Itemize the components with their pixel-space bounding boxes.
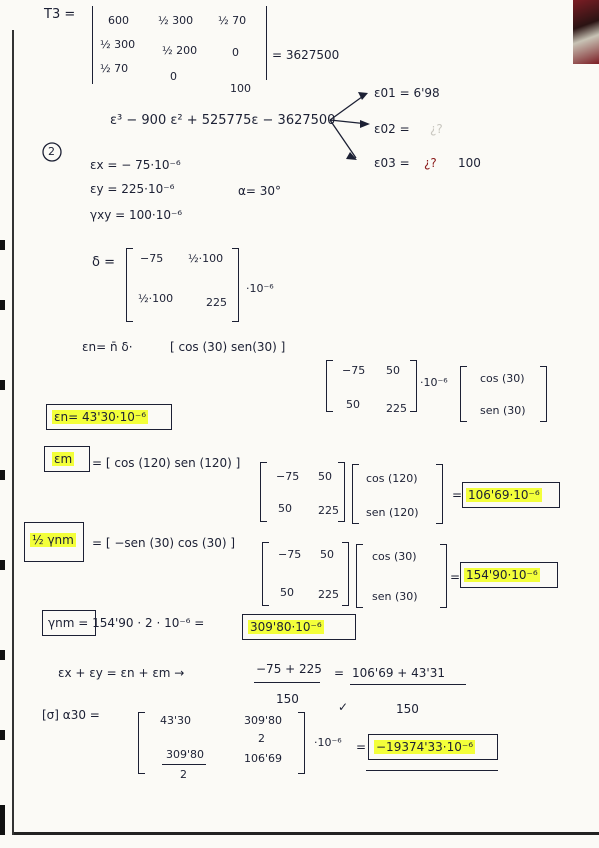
tensor-d11: −75 [140, 252, 164, 265]
t3-m21: ½ 300 [100, 38, 136, 51]
check-denominator: 150 [276, 692, 299, 706]
em-mat-bracket-right [338, 462, 345, 522]
eigen-3-question: ¿? [424, 156, 437, 170]
gnm-equals: = [450, 570, 461, 584]
final-f22: 106'69 [244, 752, 283, 765]
t3-determinant: = 3627500 [272, 48, 340, 62]
gnm-mat-d: 225 [318, 588, 339, 601]
col-sen: sen (30) [480, 404, 526, 417]
gnm-col-cos: cos (30) [372, 550, 417, 563]
em-row-vector: = [ cos (120) sen (120) ] [92, 456, 241, 470]
eigen-1: ε01 = 6'98 [374, 86, 440, 100]
mat-d: 225 [386, 402, 407, 415]
final-f21: 309'80 [166, 748, 205, 761]
gnm-col-bracket-right [440, 544, 447, 608]
mat-a: −75 [342, 364, 366, 377]
gnm-result: 154'90·10⁻⁶ [466, 568, 538, 582]
col-cos: cos (30) [480, 372, 525, 385]
invariant-check: εx + εy = εn + εm → [58, 666, 185, 680]
tensor-bracket-left [126, 248, 133, 322]
final-underline [366, 770, 498, 771]
em-mat-b: 50 [318, 470, 332, 483]
gnm-mat-a: −75 [278, 548, 302, 561]
check-mark: ✓ [338, 700, 349, 714]
gnm-col-sen: sen (30) [372, 590, 418, 603]
check-right-denominator: 150 [396, 702, 419, 716]
t3-m12: ½ 300 [158, 14, 194, 27]
em-mat-a: −75 [276, 470, 300, 483]
mat-b: 50 [386, 364, 400, 377]
cubic-equation: ε³ − 900 ε² + 525775ε − 3627500 [110, 113, 336, 128]
final-label: [σ] α30 = [42, 708, 100, 722]
tensor-d12: ½·100 [188, 252, 224, 265]
en-result: εn= 43'30·10⁻⁶ [54, 410, 147, 424]
col-bracket-left [460, 366, 467, 422]
em-col-bracket-right [436, 464, 443, 524]
eigen-2: ε02 = [374, 122, 410, 136]
tensor-d22: 225 [206, 296, 227, 309]
gnm-mat-bracket-left [262, 542, 269, 606]
check-fraction-bar [254, 682, 320, 683]
strain-tensor-label: δ = [92, 255, 115, 270]
final-result: −19374'33·10⁻⁶ [376, 740, 474, 754]
em-col-bracket-left [352, 464, 359, 524]
gnm-mat-bracket-right [342, 542, 349, 606]
strain-x: εx = − 75·10⁻⁶ [90, 158, 181, 172]
em-mat-d: 225 [318, 504, 339, 517]
mat-c: 50 [346, 398, 360, 411]
normal-strain-label: εn= n̄ δ· [82, 340, 133, 354]
normal-row-vector: [ cos (30) sen(30) ] [170, 340, 286, 354]
t3-label: T3 = [44, 7, 76, 22]
em-col-cos: cos (120) [366, 472, 418, 485]
t3-m23: 0 [232, 46, 239, 59]
check-right: 106'69 + 43'31 [352, 666, 445, 680]
shear-strain-xy: γxy = 100·10⁻⁶ [90, 208, 183, 222]
final-factor: ·10⁻⁶ [314, 736, 342, 749]
t3-m22: ½ 200 [162, 44, 198, 57]
strain-y: εy = 225·10⁻⁶ [90, 182, 175, 196]
col-bracket-right [540, 366, 547, 422]
final-f12-den: 2 [258, 732, 265, 745]
angle-alpha: α= 30° [238, 184, 282, 198]
problem-number: 2 [48, 145, 55, 158]
mat-factor: ·10⁻⁶ [420, 376, 448, 389]
final-f21-bar [162, 764, 206, 765]
em-label: εm [54, 452, 73, 466]
em-mat-bracket-left [260, 462, 267, 522]
em-equals: = [452, 488, 463, 502]
check-right-fraction-bar [350, 684, 466, 685]
eigen-2-faded: ¿? [430, 122, 443, 136]
final-f21-den: 2 [180, 768, 187, 781]
t3-m33: 100 [230, 82, 251, 95]
gnm-full: γnm = 154'90 · 2 · 10⁻⁶ = [48, 616, 205, 630]
tensor-factor: ·10⁻⁶ [246, 282, 274, 295]
em-result: 106'69·10⁻⁶ [468, 488, 540, 502]
final-bracket-right [298, 712, 305, 774]
tensor-bracket-right [232, 248, 239, 322]
check-numerator: −75 + 225 [256, 662, 322, 676]
gnm-half-label: ½ γnm [32, 533, 74, 547]
t3-m31: ½ 70 [100, 62, 129, 75]
em-mat-c: 50 [278, 502, 292, 515]
t3-m32: 0 [170, 70, 177, 83]
mat-bracket-right [410, 360, 417, 412]
final-bracket-left [138, 712, 145, 774]
tensor-d21: ½·100 [138, 292, 174, 305]
check-equals: = [334, 666, 345, 680]
final-f11: 43'30 [160, 714, 192, 727]
eigen-3-value: 100 [458, 156, 481, 170]
final-equals: = [356, 740, 367, 754]
eigen-3: ε03 = [374, 156, 410, 170]
em-col-sen: sen (120) [366, 506, 419, 519]
gnm-mat-b: 50 [320, 548, 334, 561]
gnm-mat-c: 50 [280, 586, 294, 599]
t3-m13: ½ 70 [218, 14, 247, 27]
gnm-row-vector: = [ −sen (30) cos (30) ] [92, 536, 236, 550]
t3-m11: 600 [108, 14, 129, 27]
gnm-col-bracket-left [356, 544, 363, 608]
gnm-full-result: 309'80·10⁻⁶ [250, 620, 322, 634]
final-f12: 309'80 [244, 714, 283, 727]
mat-bracket-left [326, 360, 333, 412]
